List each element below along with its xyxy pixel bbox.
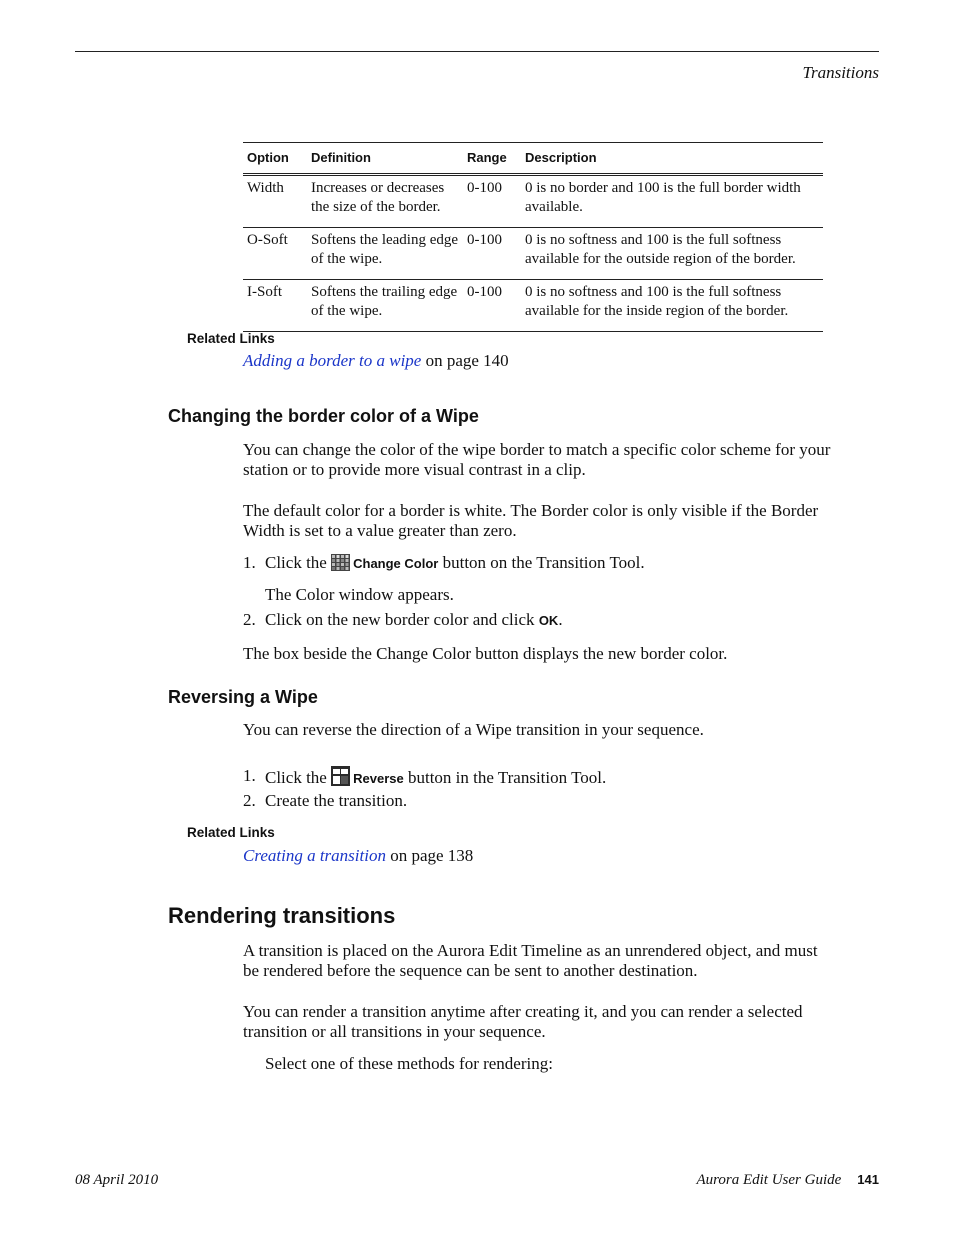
footer-date: 08 April 2010	[75, 1172, 159, 1188]
step-text	[265, 766, 606, 791]
related-links-label: Related Links	[187, 331, 275, 346]
footer-guide-title: Aurora Edit User Guide	[696, 1172, 842, 1188]
reverse-ui-label: Reverse	[353, 771, 404, 786]
step-number: 2.	[243, 791, 256, 810]
paragraph: The box beside the Change Color button displays the new border color.	[243, 644, 728, 663]
related-link-creating-transition[interactable]: Creating a transition	[243, 846, 386, 865]
related-link-page: on page 140	[425, 351, 509, 370]
column-header-description: Description	[521, 143, 823, 175]
related-link-line	[243, 351, 833, 371]
cell-description: 0 is no softness and 100 is the full softness available for the inside region of the border.	[521, 280, 823, 332]
header-rule	[75, 51, 879, 52]
paragraph: You can reverse the direction of a Wipe transition in your sequence.	[243, 720, 704, 739]
reverse-icon	[331, 766, 350, 791]
footer-right	[696, 1172, 879, 1189]
step-text-post: .	[558, 610, 563, 629]
page-number: 141	[857, 1172, 879, 1187]
change-color-ui-label: Change Color	[353, 556, 439, 571]
cell-description: 0 is no border and 100 is the full border width available.	[521, 175, 823, 228]
table-row	[243, 280, 823, 332]
color-grid-icon	[331, 554, 350, 576]
cell-definition: Softens the leading edge of the wipe.	[307, 228, 463, 280]
cell-definition: Increases or decreases the size of the border.	[307, 175, 463, 228]
section-heading-reversing: Reversing a Wipe	[168, 687, 318, 707]
related-links-label: Related Links	[187, 825, 275, 840]
column-header-definition: Definition	[307, 143, 463, 175]
step-text-post: button on the Transition Tool.	[442, 553, 645, 572]
step-result: The Color window appears.	[265, 585, 454, 604]
cell-definition: Softens the trailing edge of the wipe.	[307, 280, 463, 332]
table-row	[243, 175, 823, 228]
step-text-pre: Click the	[265, 768, 327, 787]
step-text-pre: Click on the new border color and click	[265, 610, 535, 629]
related-link-line	[243, 846, 833, 866]
step-text	[265, 610, 563, 630]
cell-range: 0-100	[463, 228, 521, 280]
step-text-pre: Click the	[265, 553, 327, 572]
step-number: 1.	[243, 553, 256, 572]
cell-range: 0-100	[463, 280, 521, 332]
cell-description: 0 is no softness and 100 is the full softness available for the outside region of the border.	[521, 228, 823, 280]
cell-range: 0-100	[463, 175, 521, 228]
step-text: Create the transition.	[265, 791, 408, 810]
table-row	[243, 228, 823, 280]
section-heading-rendering: Rendering transitions	[168, 903, 396, 928]
paragraph: The default color for a border is white. The Border color is only visible if the Border Width is set to a value greater than zero.	[243, 501, 819, 540]
paragraph: You can change the color of the wipe border to match a specific color scheme for your station or to provide more visual contrast in a clip.	[243, 440, 831, 479]
table-header-row	[243, 143, 823, 175]
cell-option: O-Soft	[243, 228, 307, 280]
ok-ui-label: OK	[538, 613, 559, 628]
paragraph: A transition is placed on the Aurora Edit Timeline as an unrendered object, and must be rendered before the sequence can be sent to another destination.	[243, 941, 818, 980]
cell-option: Width	[243, 175, 307, 228]
step-text	[265, 553, 645, 576]
step-number: 1.	[243, 766, 256, 785]
paragraph: Select one of these methods for rendering:	[265, 1054, 553, 1073]
related-link-page: on page 138	[390, 846, 474, 865]
step-text-post: button in the Transition Tool.	[407, 768, 607, 787]
related-link-adding-border[interactable]: Adding a border to a wipe	[243, 351, 422, 370]
column-header-option: Option	[243, 143, 307, 175]
section-heading-border-color: Changing the border color of a Wipe	[168, 406, 479, 426]
running-header: Transitions	[802, 63, 879, 82]
column-header-range: Range	[463, 143, 521, 175]
step-number: 2.	[243, 610, 256, 629]
paragraph: You can render a transition anytime after creating it, and you can render a selected transition or all transitions in your sequence.	[243, 1002, 803, 1041]
cell-option: I-Soft	[243, 280, 307, 332]
options-table	[243, 142, 823, 332]
